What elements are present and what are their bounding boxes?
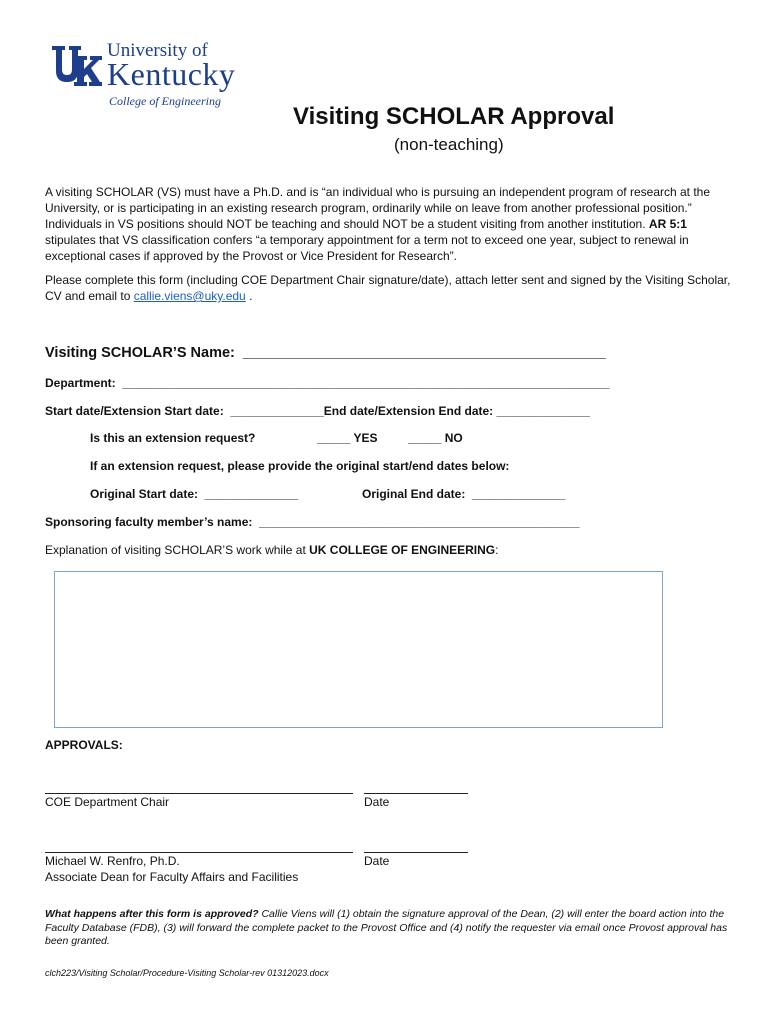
extension-question: Is this an extension request? bbox=[90, 431, 256, 445]
process-note-text: Callie Viens will (1) obtain the signature approval of the Dean, (2) will enter the board action into the Faculty Database (FDB), (3) will forward the complete packet to the Provost Office and (4) notify the requester via email once Provost approval has been granted. bbox=[45, 908, 728, 947]
chair-date-label: Date bbox=[364, 795, 390, 809]
logo-university-of: University of bbox=[107, 40, 208, 61]
email-link[interactable]: callie.viens@uky.edu bbox=[133, 289, 246, 303]
extension-instructions: If an extension request, please provide the original start/end dates below: bbox=[90, 459, 510, 473]
explanation-text-a: Explanation of visiting SCHOLAR’S work while at bbox=[45, 543, 310, 557]
dean-signature-line[interactable] bbox=[45, 852, 353, 853]
explanation-label bbox=[45, 543, 498, 557]
sponsor-field[interactable]: Sponsoring faculty member’s name: ________________________________________________ bbox=[45, 515, 580, 529]
chair-signature-label: COE Department Chair bbox=[45, 795, 170, 809]
original-start-field[interactable]: Original Start date: ______________ bbox=[90, 487, 299, 501]
extension-no-field[interactable]: _____ NO bbox=[408, 431, 463, 445]
process-note-heading: What happens after this form is approved? bbox=[45, 908, 259, 920]
uk-engineering-logo bbox=[52, 40, 252, 110]
uk-logo-icon bbox=[52, 44, 102, 88]
approvals-heading: APPROVALS: bbox=[45, 738, 123, 752]
dates-field[interactable]: Start date/Extension Start date: ______________End date/Extension End date: ______________ bbox=[45, 404, 590, 418]
logo-kentucky: Kentucky bbox=[107, 56, 236, 92]
page-subtitle: (non-teaching) bbox=[394, 135, 504, 154]
instructions-paragraph bbox=[45, 272, 735, 304]
dean-date-label: Date bbox=[364, 854, 390, 868]
page-title: Visiting SCHOLAR Approval bbox=[293, 103, 615, 130]
intro-text-a: A visiting SCHOLAR (VS) must have a Ph.D. and is “an individual who is pursuing an independent program of research at the University, or is participating in an existing research program, ordinarily while on leave from another professional position.” Individuals in VS positions should NOT be teaching and should NOT be a student visiting from another institution. bbox=[45, 185, 711, 231]
extension-yes-field[interactable]: _____ YES bbox=[317, 431, 378, 445]
explanation-college: UK COLLEGE OF ENGINEERING bbox=[309, 543, 496, 557]
chair-date-line[interactable] bbox=[364, 793, 468, 794]
intro-paragraph bbox=[45, 184, 735, 264]
process-note bbox=[45, 908, 735, 949]
instructions-text-b: . bbox=[245, 289, 253, 303]
instructions-text-a: Please complete this form (including COE Department Chair signature/date), attach letter sent and signed by the Visiting Scholar, CV and email to bbox=[45, 273, 731, 303]
explanation-textbox[interactable] bbox=[54, 571, 663, 728]
explanation-text-b: : bbox=[495, 543, 499, 557]
logo-college: College of Engineering bbox=[109, 94, 221, 108]
intro-text-b: stipulates that VS classification confers “a temporary appointment for a term not to exceed one year, subject to renewal in exceptional cases if approved by the Provost or Vice President for Research”. bbox=[45, 233, 689, 263]
department-field[interactable]: Department: _________________________________________________________________________ bbox=[45, 376, 610, 390]
dean-title: Associate Dean for Faculty Affairs and Facilities bbox=[45, 870, 299, 884]
dean-date-line[interactable] bbox=[364, 852, 468, 853]
original-end-field[interactable]: Original End date: ______________ bbox=[362, 487, 566, 501]
dean-name: Michael W. Renfro, Ph.D. bbox=[45, 854, 180, 868]
chair-signature-line[interactable] bbox=[45, 793, 353, 794]
intro-ar-ref: AR 5:1 bbox=[648, 217, 687, 231]
document-id: clch223/Visiting Scholar/Procedure-Visiting Scholar-rev 01312023.docx bbox=[45, 968, 329, 978]
scholar-name-field[interactable]: Visiting SCHOLAR’S Name: _____________________________________________ bbox=[45, 345, 606, 361]
